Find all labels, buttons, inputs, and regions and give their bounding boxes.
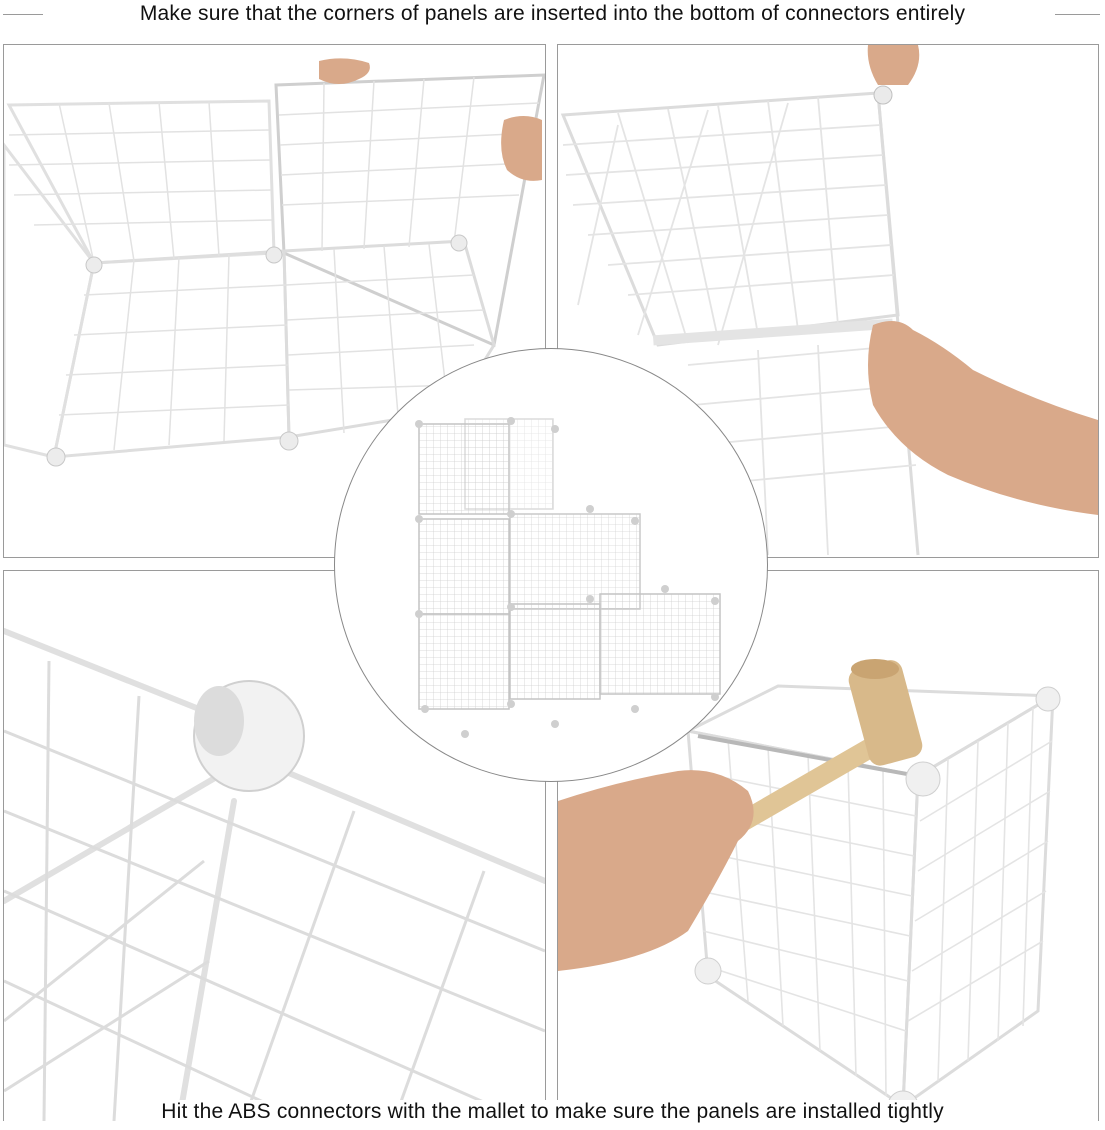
caption-top	[0, 2, 1105, 26]
caption-bottom-text: Hit the ABS connectors with the mallet to make sure the panels are installed tightly	[147, 1100, 958, 1123]
assembled-organizer-inset	[334, 348, 768, 782]
caption-top-text: Make sure that the corners of panels are inserted into the bottom of connectors entirely	[126, 2, 979, 25]
hand-icon	[868, 45, 1098, 515]
caption-bottom	[0, 1100, 1105, 1124]
hand-icon	[558, 770, 754, 971]
cube-organizer-illustration	[335, 349, 767, 781]
